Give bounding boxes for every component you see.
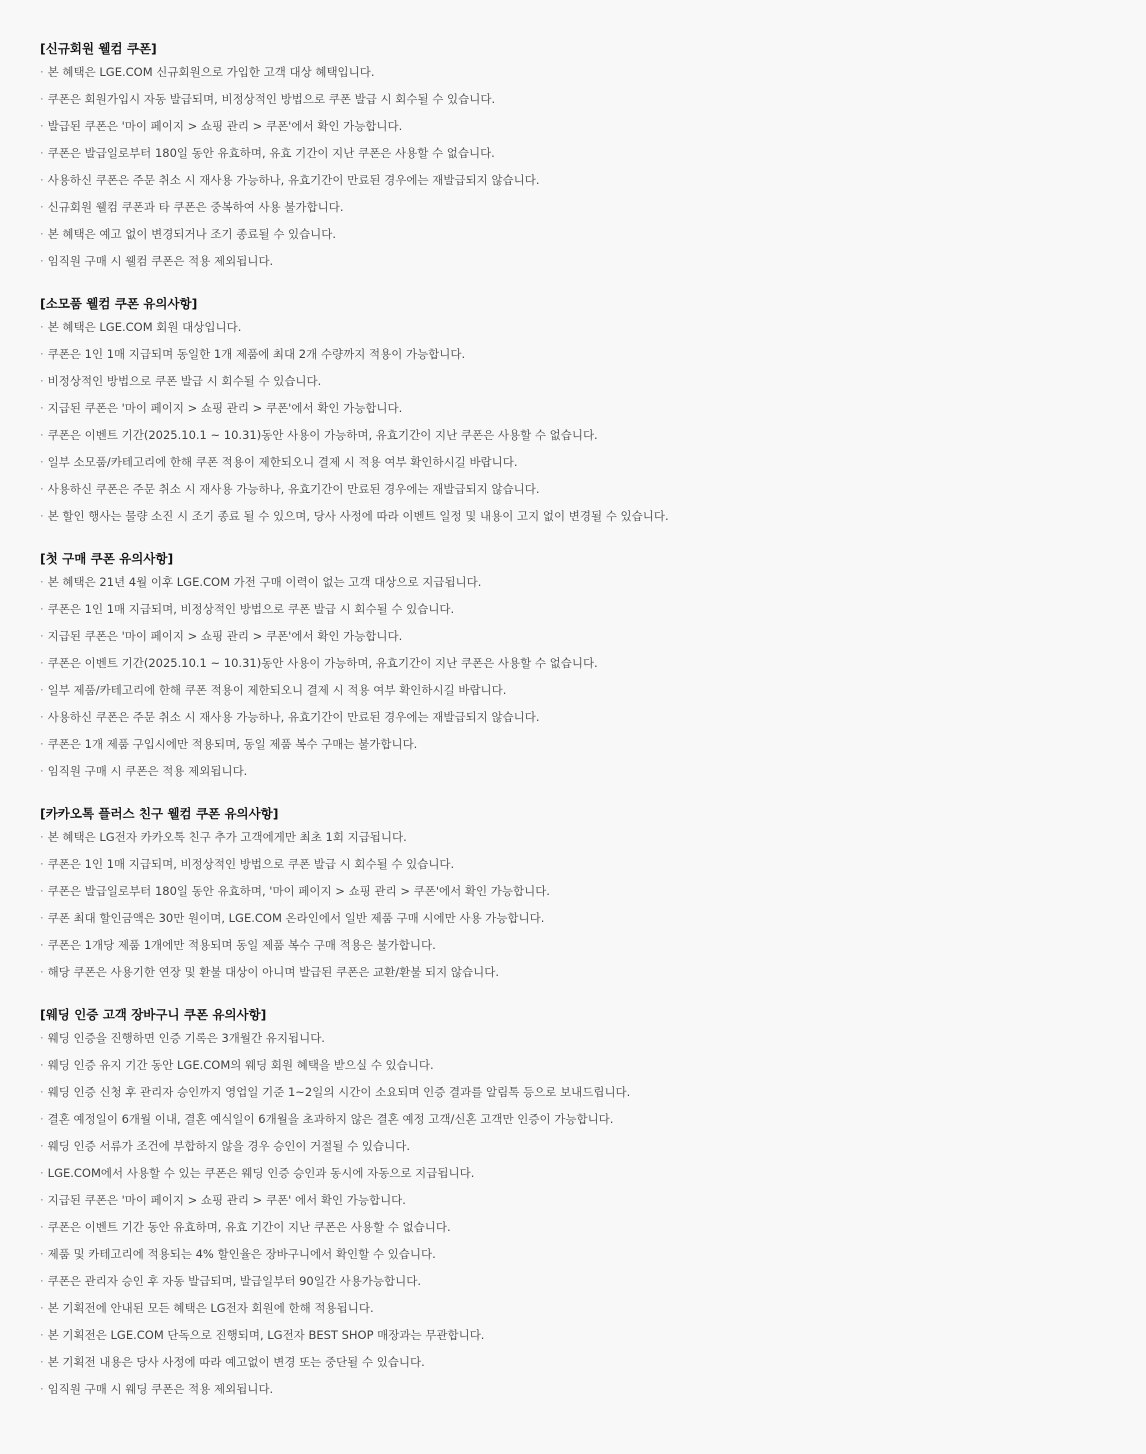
bullet-dot: · (40, 884, 44, 898)
notice-item (40, 252, 1120, 270)
notice-item (40, 963, 1120, 981)
notice-item (40, 1110, 1120, 1128)
notice-item (40, 1137, 1120, 1155)
section-title: [첫 구매 쿠폰 유의사항] (40, 551, 174, 566)
notice-text: 본 혜택은 LGE.COM 회원 대상입니다. (47, 320, 242, 334)
bullet-dot: · (40, 1301, 44, 1315)
notice-item (40, 1218, 1120, 1236)
notice-item (40, 708, 1120, 726)
notice-text: 쿠폰 최대 할인금액은 30만 원이며, LGE.COM 온라인에서 일반 제품 구매 시에만 사용 가능합니다. (47, 911, 545, 925)
notice-item (40, 399, 1120, 417)
notice-item (40, 318, 1120, 336)
bullet-dot: · (40, 1382, 44, 1396)
bullet-dot: · (40, 119, 44, 133)
notice-text: 사용하신 쿠폰은 주문 취소 시 재사용 가능하나, 유효기간이 만료된 경우에는 재발급되지 않습니다. (47, 482, 540, 496)
notice-item (40, 1380, 1120, 1398)
notice-item (40, 654, 1120, 672)
notice-list (40, 828, 1120, 981)
notice-item (40, 198, 1120, 216)
notice-text: 본 혜택은 LG전자 카카오톡 친구 추가 고객에게만 최초 1회 지급됩니다. (47, 830, 407, 844)
notice-item (40, 144, 1120, 162)
bullet-dot: · (40, 227, 44, 241)
section-title: [신규회원 웰컴 쿠폰] (40, 41, 157, 56)
notice-item (40, 1326, 1120, 1344)
notice-text: 본 혜택은 LGE.COM 신규회원으로 가입한 고객 대상 혜택입니다. (47, 65, 375, 79)
notice-text: 쿠폰은 1인 1매 지급되며, 비정상적인 방법으로 쿠폰 발급 시 회수될 수 있습니다. (47, 602, 455, 616)
notice-item (40, 1164, 1120, 1182)
notice-item (40, 480, 1120, 498)
notice-item (40, 882, 1120, 900)
notice-text: 쿠폰은 관리자 승인 후 자동 발급되며, 발급일부터 90일간 사용가능합니다. (47, 1274, 422, 1288)
notice-text: 쿠폰은 이벤트 기간(2025.10.1 ~ 10.31)동안 사용이 가능하며, 유효기간이 지난 쿠폰은 사용할 수 없습니다. (47, 428, 598, 442)
bullet-dot: · (40, 1085, 44, 1099)
bullet-dot: · (40, 1112, 44, 1126)
notice-item (40, 1299, 1120, 1317)
section-title: [웨딩 인증 고객 장바구니 쿠폰 유의사항] (40, 1007, 267, 1022)
notice-item (40, 1083, 1120, 1101)
notice-text: 쿠폰은 회원가입시 자동 발급되며, 비정상적인 방법으로 쿠폰 발급 시 회수될 수 있습니다. (47, 92, 496, 106)
notice-list (40, 1029, 1120, 1398)
bullet-dot: · (40, 455, 44, 469)
bullet-dot: · (40, 428, 44, 442)
notice-text: 해당 쿠폰은 사용기한 연장 및 환불 대상이 아니며 발급된 쿠폰은 교환/환불 되지 않습니다. (47, 965, 499, 979)
bullet-dot: · (40, 92, 44, 106)
notice-text: 본 기획전은 LGE.COM 단독으로 진행되며, LG전자 BEST SHOP 매장과는 무관합니다. (47, 1328, 485, 1342)
notice-text: 발급된 쿠폰은 '마이 페이지 > 쇼핑 관리 > 쿠폰'에서 확인 가능합니다. (47, 119, 403, 133)
bullet-dot: · (40, 1139, 44, 1153)
notice-text: 결혼 예정일이 6개월 이내, 결혼 예식일이 6개월을 초과하지 않은 결혼 예정 고객/신혼 고객만 인증이 가능합니다. (47, 1112, 614, 1126)
bullet-dot: · (40, 656, 44, 670)
notice-item (40, 1353, 1120, 1371)
bullet-dot: · (40, 1220, 44, 1234)
notice-item (40, 735, 1120, 753)
bullet-dot: · (40, 710, 44, 724)
notice-section-5 (40, 1006, 1120, 1398)
bullet-dot: · (40, 965, 44, 979)
bullet-dot: · (40, 173, 44, 187)
notice-item (40, 1191, 1120, 1209)
bullet-dot: · (40, 911, 44, 925)
notice-section-3 (40, 550, 1120, 780)
notice-item (40, 372, 1120, 390)
notice-item (40, 600, 1120, 618)
bullet-dot: · (40, 575, 44, 589)
notice-text: 웨딩 인증 신청 후 관리자 승인까지 영업일 기준 1~2일의 시간이 소요되며 인증 결과를 알림톡 등으로 보내드립니다. (47, 1085, 631, 1099)
notice-item (40, 453, 1120, 471)
notice-text: 본 혜택은 21년 4월 이후 LGE.COM 가전 구매 이력이 없는 고객 대상으로 지급됩니다. (47, 575, 482, 589)
bullet-dot: · (40, 401, 44, 415)
notice-text: 비정상적인 방법으로 쿠폰 발급 시 회수될 수 있습니다. (47, 374, 322, 388)
notice-item (40, 681, 1120, 699)
notice-text: 웨딩 인증 유지 기간 동안 LGE.COM의 웨딩 회원 혜택을 받으실 수 있습니다. (47, 1058, 434, 1072)
notice-text: 본 기획전에 안내된 모든 혜택은 LG전자 회원에 한해 적용됩니다. (47, 1301, 374, 1315)
notice-item (40, 1272, 1120, 1290)
notice-text: 신규회원 웰컴 쿠폰과 타 쿠폰은 중복하여 사용 불가합니다. (47, 200, 344, 214)
notice-text: 지급된 쿠폰은 '마이 페이지 > 쇼핑 관리 > 쿠폰' 에서 확인 가능합니다. (47, 1193, 406, 1207)
coupon-notice (40, 40, 1120, 1423)
notice-item (40, 627, 1120, 645)
notice-item (40, 117, 1120, 135)
bullet-dot: · (40, 146, 44, 160)
notice-text: 사용하신 쿠폰은 주문 취소 시 재사용 가능하나, 유효기간이 만료된 경우에는 재발급되지 않습니다. (47, 173, 540, 187)
notice-text: 본 할인 행사는 물량 소진 시 조기 종료 될 수 있으며, 당사 사정에 따라 이벤트 일정 및 내용이 고지 없이 변경될 수 있습니다. (47, 509, 669, 523)
bullet-dot: · (40, 1031, 44, 1045)
notice-item (40, 762, 1120, 780)
notice-text: 본 혜택은 예고 없이 변경되거나 조기 종료될 수 있습니다. (47, 227, 337, 241)
bullet-dot: · (40, 65, 44, 79)
notice-item (40, 426, 1120, 444)
bullet-dot: · (40, 374, 44, 388)
notice-list (40, 318, 1120, 525)
notice-text: 쿠폰은 1인 1매 지급되며, 비정상적인 방법으로 쿠폰 발급 시 회수될 수 있습니다. (47, 857, 455, 871)
notice-item (40, 909, 1120, 927)
notice-text: 임직원 구매 시 쿠폰은 적용 제외됩니다. (47, 764, 248, 778)
notice-text: 웨딩 인증 서류가 조건에 부합하지 않을 경우 승인이 거절될 수 있습니다. (47, 1139, 411, 1153)
notice-text: 쿠폰은 발급일로부터 180일 동안 유효하며, 유효 기간이 지난 쿠폰은 사용할 수 없습니다. (47, 146, 495, 160)
notice-list (40, 63, 1120, 270)
notice-text: 일부 제품/카테고리에 한해 쿠폰 적용이 제한되오니 결제 시 적용 여부 확인하시길 바랍니다. (47, 683, 507, 697)
notice-list (40, 573, 1120, 780)
notice-item (40, 1056, 1120, 1074)
notice-item (40, 507, 1120, 525)
bullet-dot: · (40, 1274, 44, 1288)
notice-item (40, 171, 1120, 189)
bullet-dot: · (40, 320, 44, 334)
bullet-dot: · (40, 482, 44, 496)
notice-item (40, 936, 1120, 954)
bullet-dot: · (40, 1166, 44, 1180)
notice-text: 제품 및 카테고리에 적용되는 4% 할인율은 장바구니에서 확인할 수 있습니다. (47, 1247, 436, 1261)
bullet-dot: · (40, 254, 44, 268)
bullet-dot: · (40, 1058, 44, 1072)
bullet-dot: · (40, 602, 44, 616)
notice-item (40, 63, 1120, 81)
notice-text: 쿠폰은 발급일로부터 180일 동안 유효하며, '마이 페이지 > 쇼핑 관리 > 쿠폰'에서 확인 가능합니다. (47, 884, 550, 898)
bullet-dot: · (40, 683, 44, 697)
bullet-dot: · (40, 1247, 44, 1261)
notice-text: 지급된 쿠폰은 '마이 페이지 > 쇼핑 관리 > 쿠폰'에서 확인 가능합니다. (47, 401, 403, 415)
notice-text: 임직원 구매 시 웨딩 쿠폰은 적용 제외됩니다. (47, 1382, 274, 1396)
notice-section-4 (40, 805, 1120, 981)
notice-item (40, 573, 1120, 591)
notice-text: 임직원 구매 시 웰컴 쿠폰은 적용 제외됩니다. (47, 254, 274, 268)
notice-text: 본 기획전 내용은 당사 사정에 따라 예고없이 변경 또는 중단될 수 있습니다. (47, 1355, 425, 1369)
bullet-dot: · (40, 200, 44, 214)
bullet-dot: · (40, 1328, 44, 1342)
notice-item (40, 855, 1120, 873)
notice-item (40, 225, 1120, 243)
notice-text: 쿠폰은 1인 1매 지급되며 동일한 1개 제품에 최대 2개 수량까지 적용이 가능합니다. (47, 347, 466, 361)
notice-text: LGE.COM에서 사용할 수 있는 쿠폰은 웨딩 인증 승인과 동시에 자동으로 지급됩니다. (47, 1166, 475, 1180)
bullet-dot: · (40, 764, 44, 778)
bullet-dot: · (40, 509, 44, 523)
notice-text: 쿠폰은 1개당 제품 1개에만 적용되며 동일 제품 복수 구매 적용은 불가합니다. (47, 938, 436, 952)
notice-text: 웨딩 인증을 진행하면 인증 기록은 3개월간 유지됩니다. (47, 1031, 325, 1045)
notice-item (40, 828, 1120, 846)
bullet-dot: · (40, 1355, 44, 1369)
bullet-dot: · (40, 737, 44, 751)
notice-text: 사용하신 쿠폰은 주문 취소 시 재사용 가능하나, 유효기간이 만료된 경우에는 재발급되지 않습니다. (47, 710, 540, 724)
section-title: [카카오톡 플러스 친구 웰컴 쿠폰 유의사항] (40, 806, 279, 821)
bullet-dot: · (40, 857, 44, 871)
bullet-dot: · (40, 347, 44, 361)
notice-section-1 (40, 40, 1120, 270)
notice-item (40, 90, 1120, 108)
bullet-dot: · (40, 938, 44, 952)
bullet-dot: · (40, 1193, 44, 1207)
section-title: [소모품 웰컴 쿠폰 유의사항] (40, 296, 198, 311)
notice-text: 지급된 쿠폰은 '마이 페이지 > 쇼핑 관리 > 쿠폰'에서 확인 가능합니다. (47, 629, 403, 643)
bullet-dot: · (40, 629, 44, 643)
bullet-dot: · (40, 830, 44, 844)
notice-item (40, 1029, 1120, 1047)
notice-item (40, 1245, 1120, 1263)
notice-text: 쿠폰은 이벤트 기간(2025.10.1 ~ 10.31)동안 사용이 가능하며, 유효기간이 지난 쿠폰은 사용할 수 없습니다. (47, 656, 598, 670)
notice-text: 쿠폰은 1개 제품 구입시에만 적용되며, 동일 제품 복수 구매는 불가합니다. (47, 737, 418, 751)
notice-section-2 (40, 295, 1120, 525)
notice-text: 일부 소모품/카테고리에 한해 쿠폰 적용이 제한되오니 결제 시 적용 여부 확인하시길 바랍니다. (47, 455, 518, 469)
notice-text: 쿠폰은 이벤트 기간 동안 유효하며, 유효 기간이 지난 쿠폰은 사용할 수 없습니다. (47, 1220, 451, 1234)
notice-item (40, 345, 1120, 363)
